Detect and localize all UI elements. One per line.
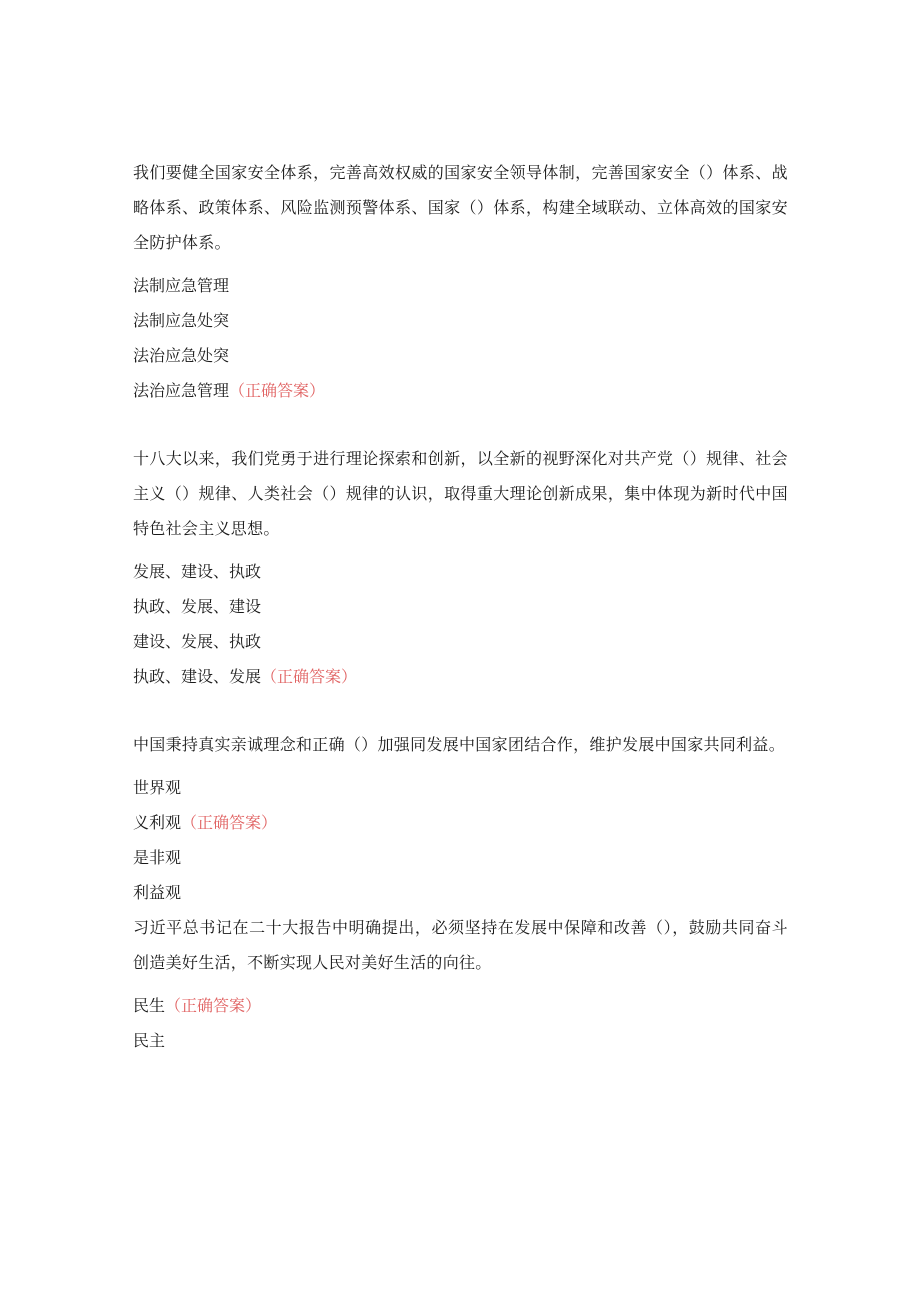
- correct-answer-mark: （正确答案）: [261, 667, 358, 686]
- option-list: [133, 988, 788, 1058]
- correct-answer-mark: （正确答案）: [165, 996, 262, 1015]
- option-label: 法制应急管理: [133, 276, 230, 295]
- option-item: [133, 875, 788, 910]
- option-item: [133, 589, 788, 624]
- option-label: 是非观: [133, 848, 182, 867]
- question-block-3: [133, 727, 788, 910]
- option-item: [133, 338, 788, 373]
- option-item: [133, 840, 788, 875]
- option-label: 发展、建设、执政: [133, 562, 262, 581]
- question-text: 十八大以来，我们党勇于进行理论探索和创新，以全新的视野深化对共产党（）规律、社会主义（）规律、人类社会（）规律的认识，取得重大理论创新成果，集中体现为新时代中国特色社会主义思想。: [133, 449, 788, 538]
- option-item: [133, 303, 788, 338]
- option-item: [133, 1023, 788, 1058]
- option-label: 法治应急管理: [133, 381, 230, 400]
- option-label: 世界观: [133, 778, 182, 797]
- option-label: 执政、发展、建设: [133, 597, 262, 616]
- correct-answer-mark: （正确答案）: [181, 813, 278, 832]
- option-label: 民生: [133, 996, 166, 1015]
- option-label: 法治应急处突: [133, 346, 230, 365]
- question-block-4: [133, 910, 788, 1058]
- question-block-2: [133, 441, 788, 694]
- option-item: [133, 624, 788, 659]
- option-item: [133, 373, 788, 408]
- spacer: [133, 694, 788, 727]
- document-content: [133, 155, 788, 1058]
- option-list: [133, 268, 788, 408]
- question-text: 我们要健全国家安全体系，完善高效权威的国家安全领导体制，完善国家安全（）体系、战略体系、政策体系、风险监测预警体系、国家（）体系，构建全域联动、立体高效的国家安全防护体系。: [133, 163, 788, 252]
- option-list: [133, 770, 788, 910]
- correct-answer-mark: （正确答案）: [229, 381, 326, 400]
- option-label: 义利观: [133, 813, 182, 832]
- question-block-1: [133, 155, 788, 408]
- option-label: 法制应急处突: [133, 311, 230, 330]
- question-text: 习近平总书记在二十大报告中明确提出，必须坚持在发展中保障和改善（），鼓励共同奋斗创造美好生活，不断实现人民对美好生活的向往。: [133, 918, 788, 972]
- spacer: [133, 408, 788, 441]
- option-item: [133, 268, 788, 303]
- question-text: 中国秉持真实亲诚理念和正确（）加强同发展中国家团结合作，维护发展中国家共同利益。: [133, 735, 786, 754]
- option-item: [133, 770, 788, 805]
- option-item: [133, 554, 788, 589]
- option-label: 建设、发展、执政: [133, 632, 262, 651]
- option-label: 执政、建设、发展: [133, 667, 262, 686]
- option-label: 利益观: [133, 883, 182, 902]
- option-item: [133, 659, 788, 694]
- option-list: [133, 554, 788, 694]
- option-item: [133, 805, 788, 840]
- option-item: [133, 988, 788, 1023]
- option-label: 民主: [133, 1031, 166, 1050]
